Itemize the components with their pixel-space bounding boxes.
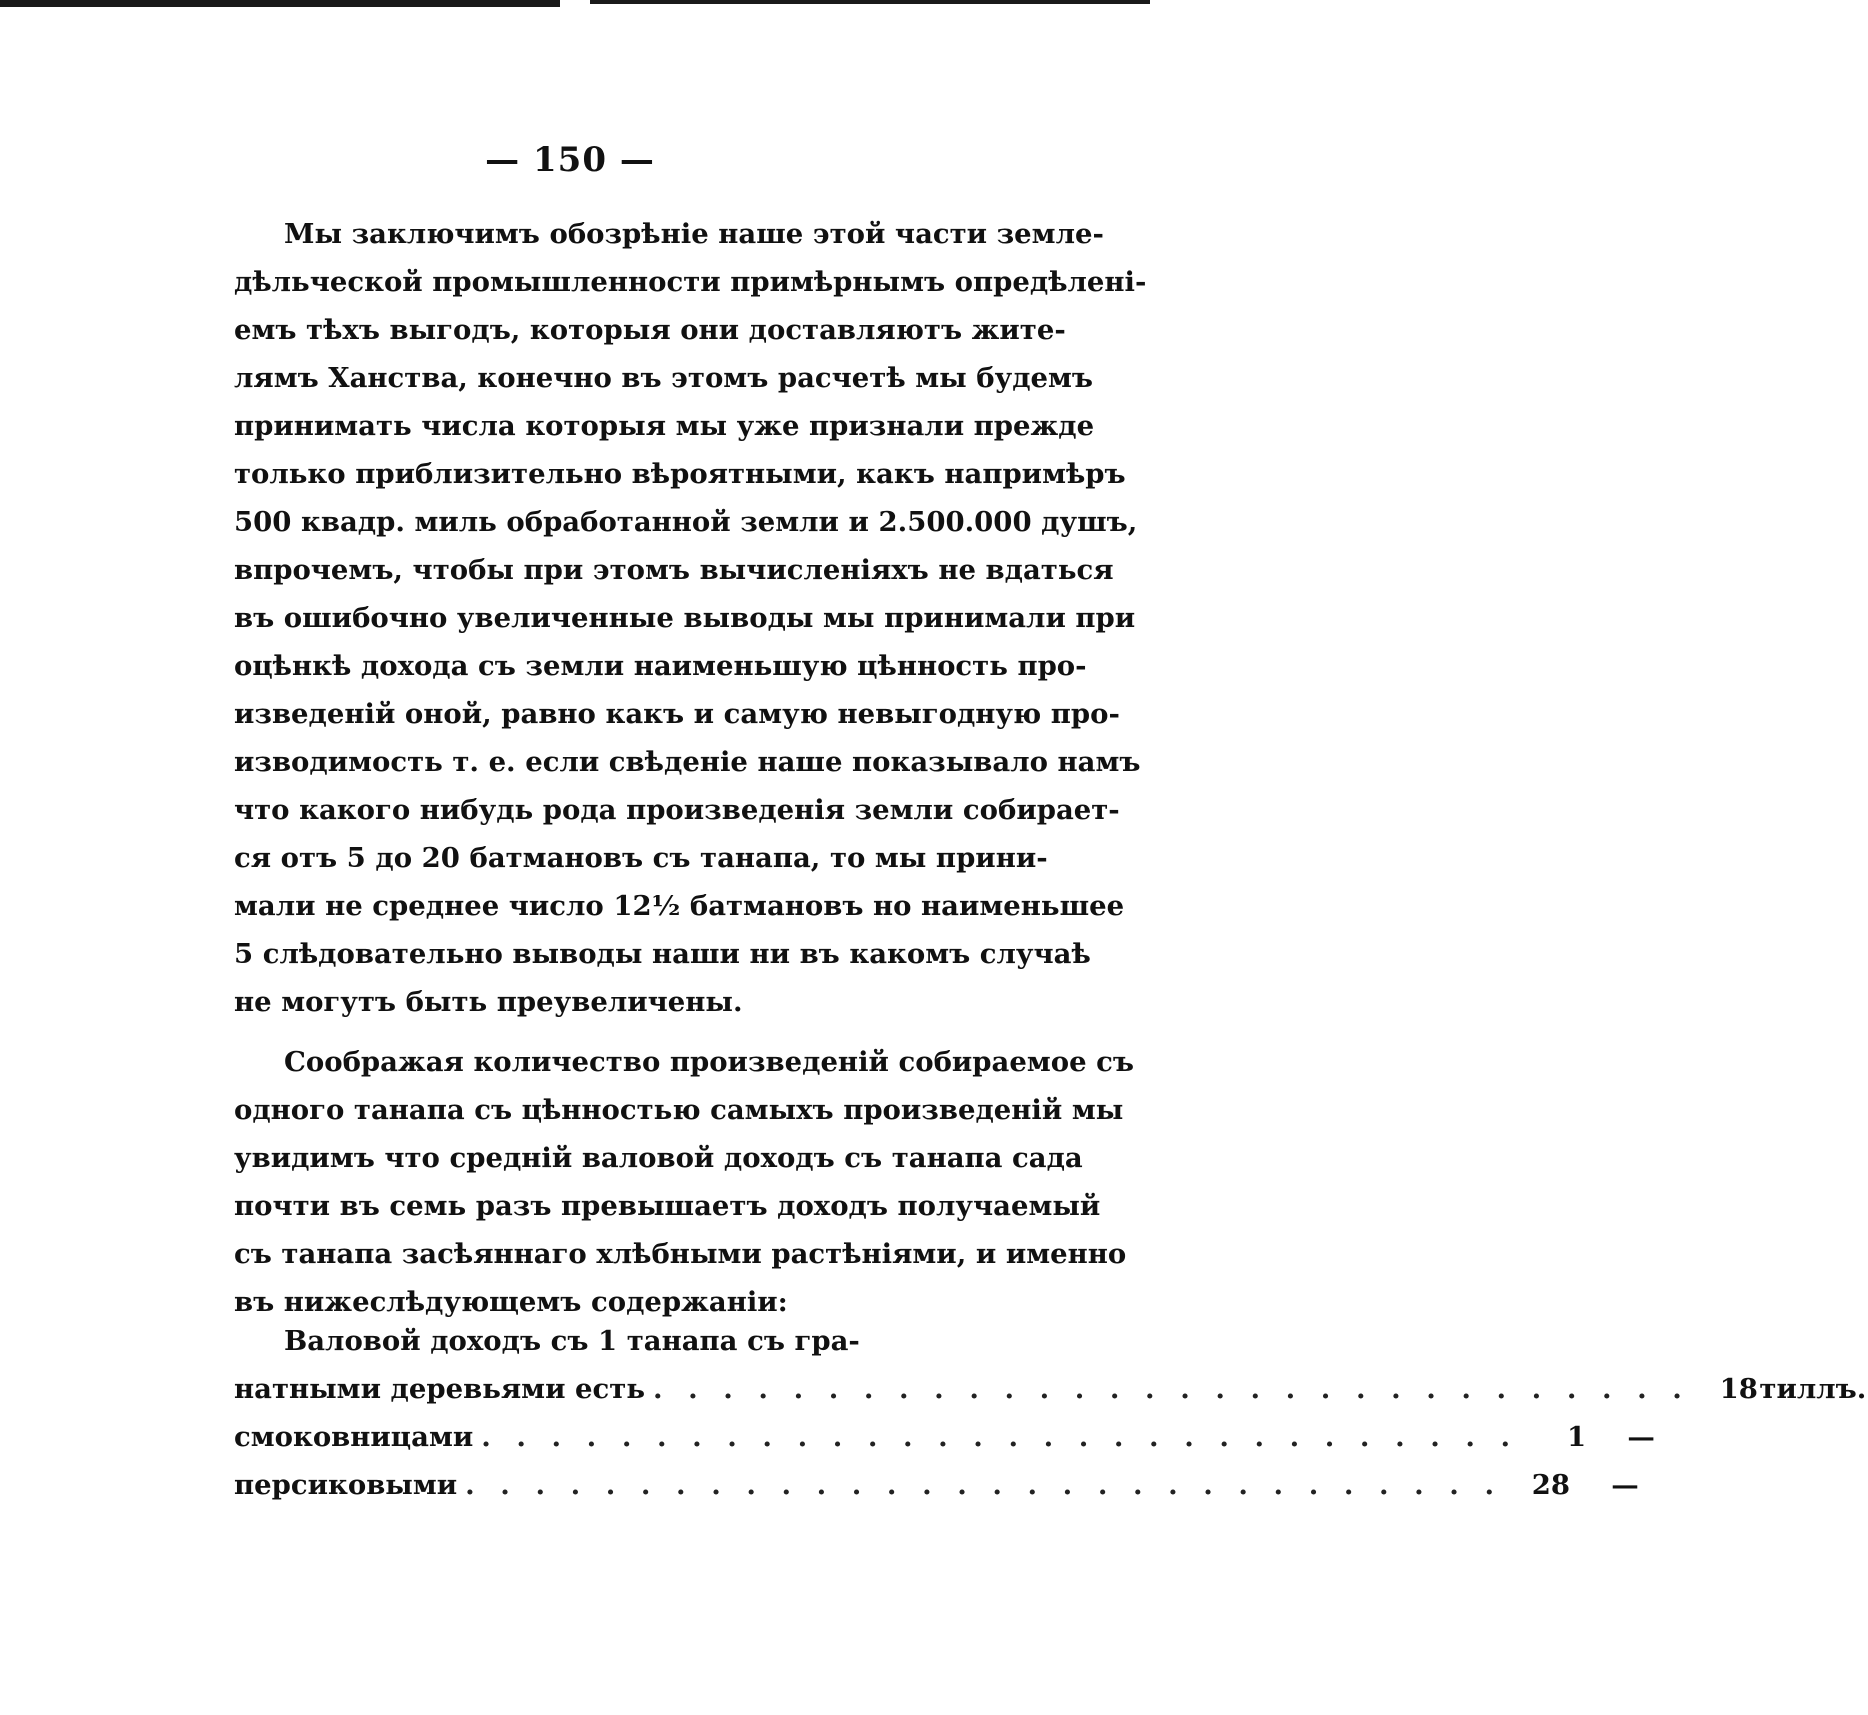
row-unit: —: [1611, 1469, 1639, 1501]
row-value: 18: [1719, 1373, 1758, 1405]
text-line: что какого нибудь рода произведенія земли собирает-: [234, 794, 1120, 826]
table-row: [234, 1373, 1867, 1421]
row-unit: тиллъ.: [1759, 1373, 1867, 1405]
table-row: [234, 1469, 1639, 1517]
row-label: смоковницами: [234, 1421, 474, 1453]
text-line: емъ тѣхъ выгодъ, которыя они доставляютъ жите-: [234, 314, 1066, 346]
text-line: лямъ Ханства, конечно въ этомъ расчетѣ мы будемъ: [234, 362, 1094, 394]
table-row: [234, 1421, 1655, 1469]
row-label: персиковыми: [234, 1469, 458, 1501]
row-value: 1: [1566, 1421, 1587, 1453]
paragraph-2: [234, 1038, 1134, 1326]
text-line: увидимъ что среднiй валовой доходъ съ танапа сада: [234, 1142, 1083, 1174]
paragraph-1: [234, 210, 1147, 1026]
text-line: въ ошибочно увеличенные выводы мы принимали при: [234, 602, 1136, 634]
text-line: Соображая количество произведеній собираемое съ: [284, 1046, 1134, 1078]
row-unit: —: [1627, 1421, 1655, 1453]
dot-leader: . . . . . . . . . . . . . . . . . . . . . . . . . . . . . .: [652, 1373, 1690, 1405]
page-number: — 150 —: [485, 140, 655, 180]
top-edge-rule-right: [590, 0, 1150, 4]
text-line: впрочемъ, чтобы при этомъ вычисленіяхъ не вдаться: [234, 554, 1114, 586]
dot-leader: . . . . . . . . . . . . . . . . . . . . . . . . . . . . . .: [481, 1421, 1519, 1453]
text-line: Мы заключимъ обозрѣніе наше этой части земле-: [284, 218, 1104, 250]
text-line: 500 квадр. миль обработанной земли и 2.500.000 душъ,: [234, 506, 1138, 538]
text-line: ся отъ 5 до 20 батмановъ съ танапа, то мы прини-: [234, 842, 1048, 874]
text-line: только приблизительно вѣроятными, какъ напримѣръ: [234, 458, 1126, 490]
text-line: изводимость т. е. если свѣденіе наше показывало намъ: [234, 746, 1141, 778]
text-line: съ танапа засѣяннаго хлѣбными растѣніями, и именно: [234, 1238, 1127, 1270]
text-line: не могутъ быть преувеличены.: [234, 986, 743, 1018]
text-line: дѣльческой промышленности примѣрнымъ опредѣлені-: [234, 266, 1147, 298]
income-table: [234, 1325, 1867, 1517]
text-line: 5 слѣдовательно выводы наши ни въ какомъ случаѣ: [234, 938, 1091, 970]
text-line: изведеній оной, равно какъ и самую невыгодную про-: [234, 698, 1120, 730]
text-line: мали не среднее число 12½ батмановъ но наименьшее: [234, 890, 1125, 922]
table-intro-text: Валовой доходъ съ 1 танапа съ гра-: [284, 1325, 860, 1357]
body-text: [234, 210, 1147, 1326]
text-line: одного танапа съ цѣнностью самыхъ произведеній мы: [234, 1094, 1124, 1126]
table-intro: [234, 1325, 1024, 1373]
text-line: въ нижеслѣдующемъ содержаніи:: [234, 1286, 788, 1318]
row-value: 28: [1531, 1469, 1571, 1501]
text-line: принимать числа которыя мы уже признали прежде: [234, 410, 1095, 442]
text-line: почти въ семь разъ превышаетъ доходъ получаемый: [234, 1190, 1101, 1222]
paragraph-gap: [234, 1026, 1016, 1038]
text-line: оцѣнкѣ дохода съ земли наименьшую цѣнность про-: [234, 650, 1087, 682]
dot-leader: . . . . . . . . . . . . . . . . . . . . . . . . . . . . . .: [465, 1469, 1503, 1501]
row-label: натными деревьями есть: [234, 1373, 645, 1405]
top-edge-rule: [0, 0, 560, 7]
